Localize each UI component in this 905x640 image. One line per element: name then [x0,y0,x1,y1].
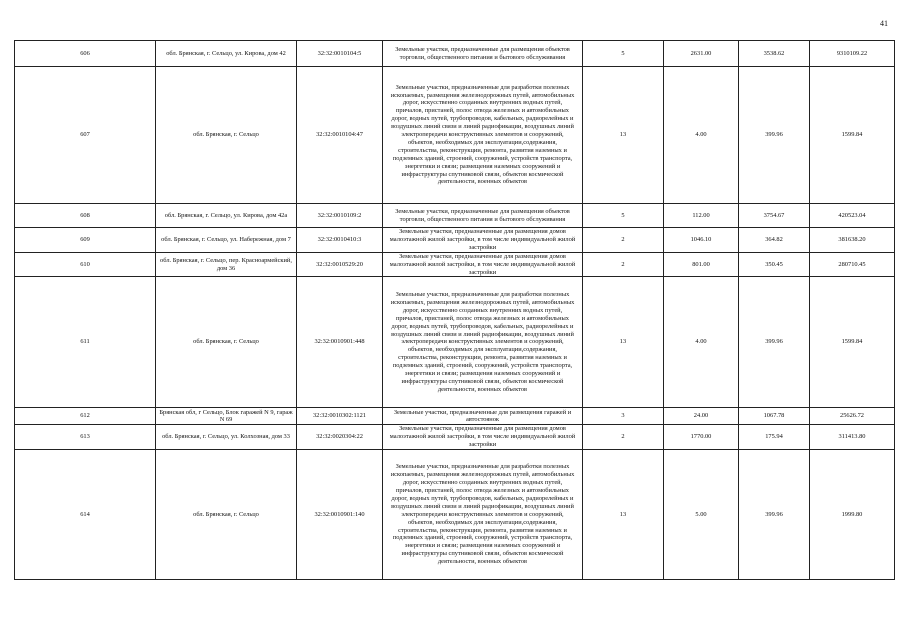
row-number-cell: 609 [15,228,156,253]
land-use-cell: Земельные участки, предназначенные для размещения объектов торговли, общественного питания и бытового обслуживания [383,41,583,67]
area-cell: 24.00 [664,408,739,425]
cadastral-number-cell: 32:32:0010901:448 [297,277,383,408]
rate-cell: 364.82 [739,228,810,253]
rate-cell: 175.94 [739,425,810,450]
row-number-cell: 607 [15,67,156,204]
rate-cell: 1067.78 [739,408,810,425]
cadastral-value-cell: 280710.45 [810,252,895,277]
land-plots-table [14,40,895,580]
area-cell: 5.00 [664,450,739,580]
cadastral-number-cell: 32:32:0020304:22 [297,425,383,450]
group-code-cell: 5 [583,41,664,67]
land-use-cell: Земельные участки, предназначенные для разработки полезных ископаемых, размещения железнодорожных путей, автомобильных дорог, искусственно созданных внутренних водных путей, причалов, пристаней, полос отвода железных и автомобильных дорог, водных путей, трубопроводов, кабельных, радиорелейных и воздушных линий связи и линий радиофикации, воздушных линий электропередачи конструктивных элементов и сооружений, объектов, необходимых для эксплуатации,содержания, строительства, реконструкции, ремонта, развития наземных и подземных зданий, строений, сооружений, устройств транспорта, энергетики и связи; размещения наземных сооружений и инфраструктуры спутниковой связи, объектов космической деятельности, военных объектов [383,450,583,580]
land-use-cell: Земельные участки, предназначенные для размещения домов малоэтажной жилой застройки, в том числе индивидуальной жилой застройки [383,228,583,253]
address-cell: Брянская обл, г Сельцо, Блок гаражей N 9, гараж N 69 [156,408,297,425]
rate-cell: 399.96 [739,67,810,204]
cadastral-value-cell: 1599.84 [810,277,895,408]
group-code-cell: 2 [583,228,664,253]
group-code-cell: 13 [583,67,664,204]
land-use-cell: Земельные участки, предназначенные для размещения домов малоэтажной жилой застройки, в том числе индивидуальной жилой застройки [383,425,583,450]
land-use-cell: Земельные участки, предназначенные для размещения домов малоэтажной жилой застройки, в том числе индивидуальной жилой застройки [383,252,583,277]
address-cell: обл. Брянская, г. Сельцо, пер. Красноармейский, дом 36 [156,252,297,277]
table-row [15,277,895,408]
table-row [15,450,895,580]
table-row [15,425,895,450]
group-code-cell: 2 [583,252,664,277]
group-code-cell: 3 [583,408,664,425]
rate-cell: 399.96 [739,277,810,408]
group-code-cell: 5 [583,204,664,228]
area-cell: 4.00 [664,67,739,204]
row-number-cell: 608 [15,204,156,228]
cadastral-value-cell: 1999.80 [810,450,895,580]
cadastral-number-cell: 32:32:0010901:140 [297,450,383,580]
area-cell: 112.00 [664,204,739,228]
table-row [15,252,895,277]
table-row [15,204,895,228]
group-code-cell: 13 [583,450,664,580]
rate-cell: 350.45 [739,252,810,277]
row-number-cell: 606 [15,41,156,67]
land-use-cell: Земельные участки, предназначенные для размещения объектов торговли, общественного питания и бытового обслуживания [383,204,583,228]
cadastral-number-cell: 32:32:0010109:2 [297,204,383,228]
address-cell: обл. Брянская, г. Сельцо, ул. Кирова, дом 42а [156,204,297,228]
row-number-cell: 613 [15,425,156,450]
group-code-cell: 2 [583,425,664,450]
cadastral-value-cell: 25626.72 [810,408,895,425]
rate-cell: 3754.67 [739,204,810,228]
cadastral-number-cell: 32:32:0010410:3 [297,228,383,253]
row-number-cell: 612 [15,408,156,425]
address-cell: обл. Брянская, г. Сельцо, ул. Набережная, дом 7 [156,228,297,253]
table-row [15,228,895,253]
area-cell: 1046.10 [664,228,739,253]
cadastral-value-cell: 9310109.22 [810,41,895,67]
area-cell: 4.00 [664,277,739,408]
cadastral-number-cell: 32:32:0010302:1121 [297,408,383,425]
table-row [15,408,895,425]
cadastral-number-cell: 32:32:0010104:5 [297,41,383,67]
address-cell: обл. Брянская, г. Сельцо, ул. Колхозная, дом 33 [156,425,297,450]
address-cell: обл. Брянская, г. Сельцо [156,67,297,204]
address-cell: обл. Брянская, г. Сельцо [156,450,297,580]
cadastral-number-cell: 32:32:0010104:47 [297,67,383,204]
address-cell: обл. Брянская, г. Сельцо [156,277,297,408]
group-code-cell: 13 [583,277,664,408]
rate-cell: 399.96 [739,450,810,580]
cadastral-number-cell: 32:32:0010529:20 [297,252,383,277]
table-row [15,41,895,67]
cadastral-value-cell: 311413.80 [810,425,895,450]
table-row [15,67,895,204]
land-use-cell: Земельные участки, предназначенные для разработки полезных ископаемых, размещения железнодорожных путей, автомобильных дорог, искусственно созданных внутренних водных путей, причалов, пристаней, полос отвода железных и автомобильных дорог, водных путей, трубопроводов, кабельных, радиорелейных и воздушных линий связи и линий радиофикации, воздушных линий электропередачи конструктивных элементов и сооружений, объектов, необходимых для эксплуатации,содержания, строительства, реконструкции, ремонта, развития наземных и подземных зданий, строений, сооружений, устройств транспорта, энергетики и связи; размещения наземных сооружений и инфраструктуры спутниковой связи, объектов космической деятельности, военных объектов [383,67,583,204]
row-number-cell: 610 [15,252,156,277]
cadastral-value-cell: 381638.20 [810,228,895,253]
land-use-cell: Земельные участки, предназначенные для размещения гаражей и автостоянок [383,408,583,425]
row-number-cell: 611 [15,277,156,408]
row-number-cell: 614 [15,450,156,580]
area-cell: 801.00 [664,252,739,277]
area-cell: 2631.00 [664,41,739,67]
land-use-cell: Земельные участки, предназначенные для разработки полезных ископаемых, размещения железнодорожных путей, автомобильных дорог, искусственно созданных внутренних водных путей, причалов, пристаней, полос отвода железных и автомобильных дорог, водных путей, трубопроводов, кабельных, радиорелейных и воздушных линий связи и линий радиофикации, воздушных линий электропередачи конструктивных элементов и сооружений, объектов, необходимых для эксплуатации,содержания, строительства, реконструкции, ремонта, развития наземных и подземных зданий, строений, сооружений, устройств транспорта, энергетики и связи; размещения наземных сооружений и инфраструктуры спутниковой связи, объектов космической деятельности, военных объектов [383,277,583,408]
page-number: 41 [880,19,888,28]
address-cell: обл. Брянская, г. Сельцо, ул. Кирова, дом 42 [156,41,297,67]
rate-cell: 3538.62 [739,41,810,67]
cadastral-value-cell: 420523.04 [810,204,895,228]
cadastral-value-cell: 1599.84 [810,67,895,204]
area-cell: 1770.00 [664,425,739,450]
